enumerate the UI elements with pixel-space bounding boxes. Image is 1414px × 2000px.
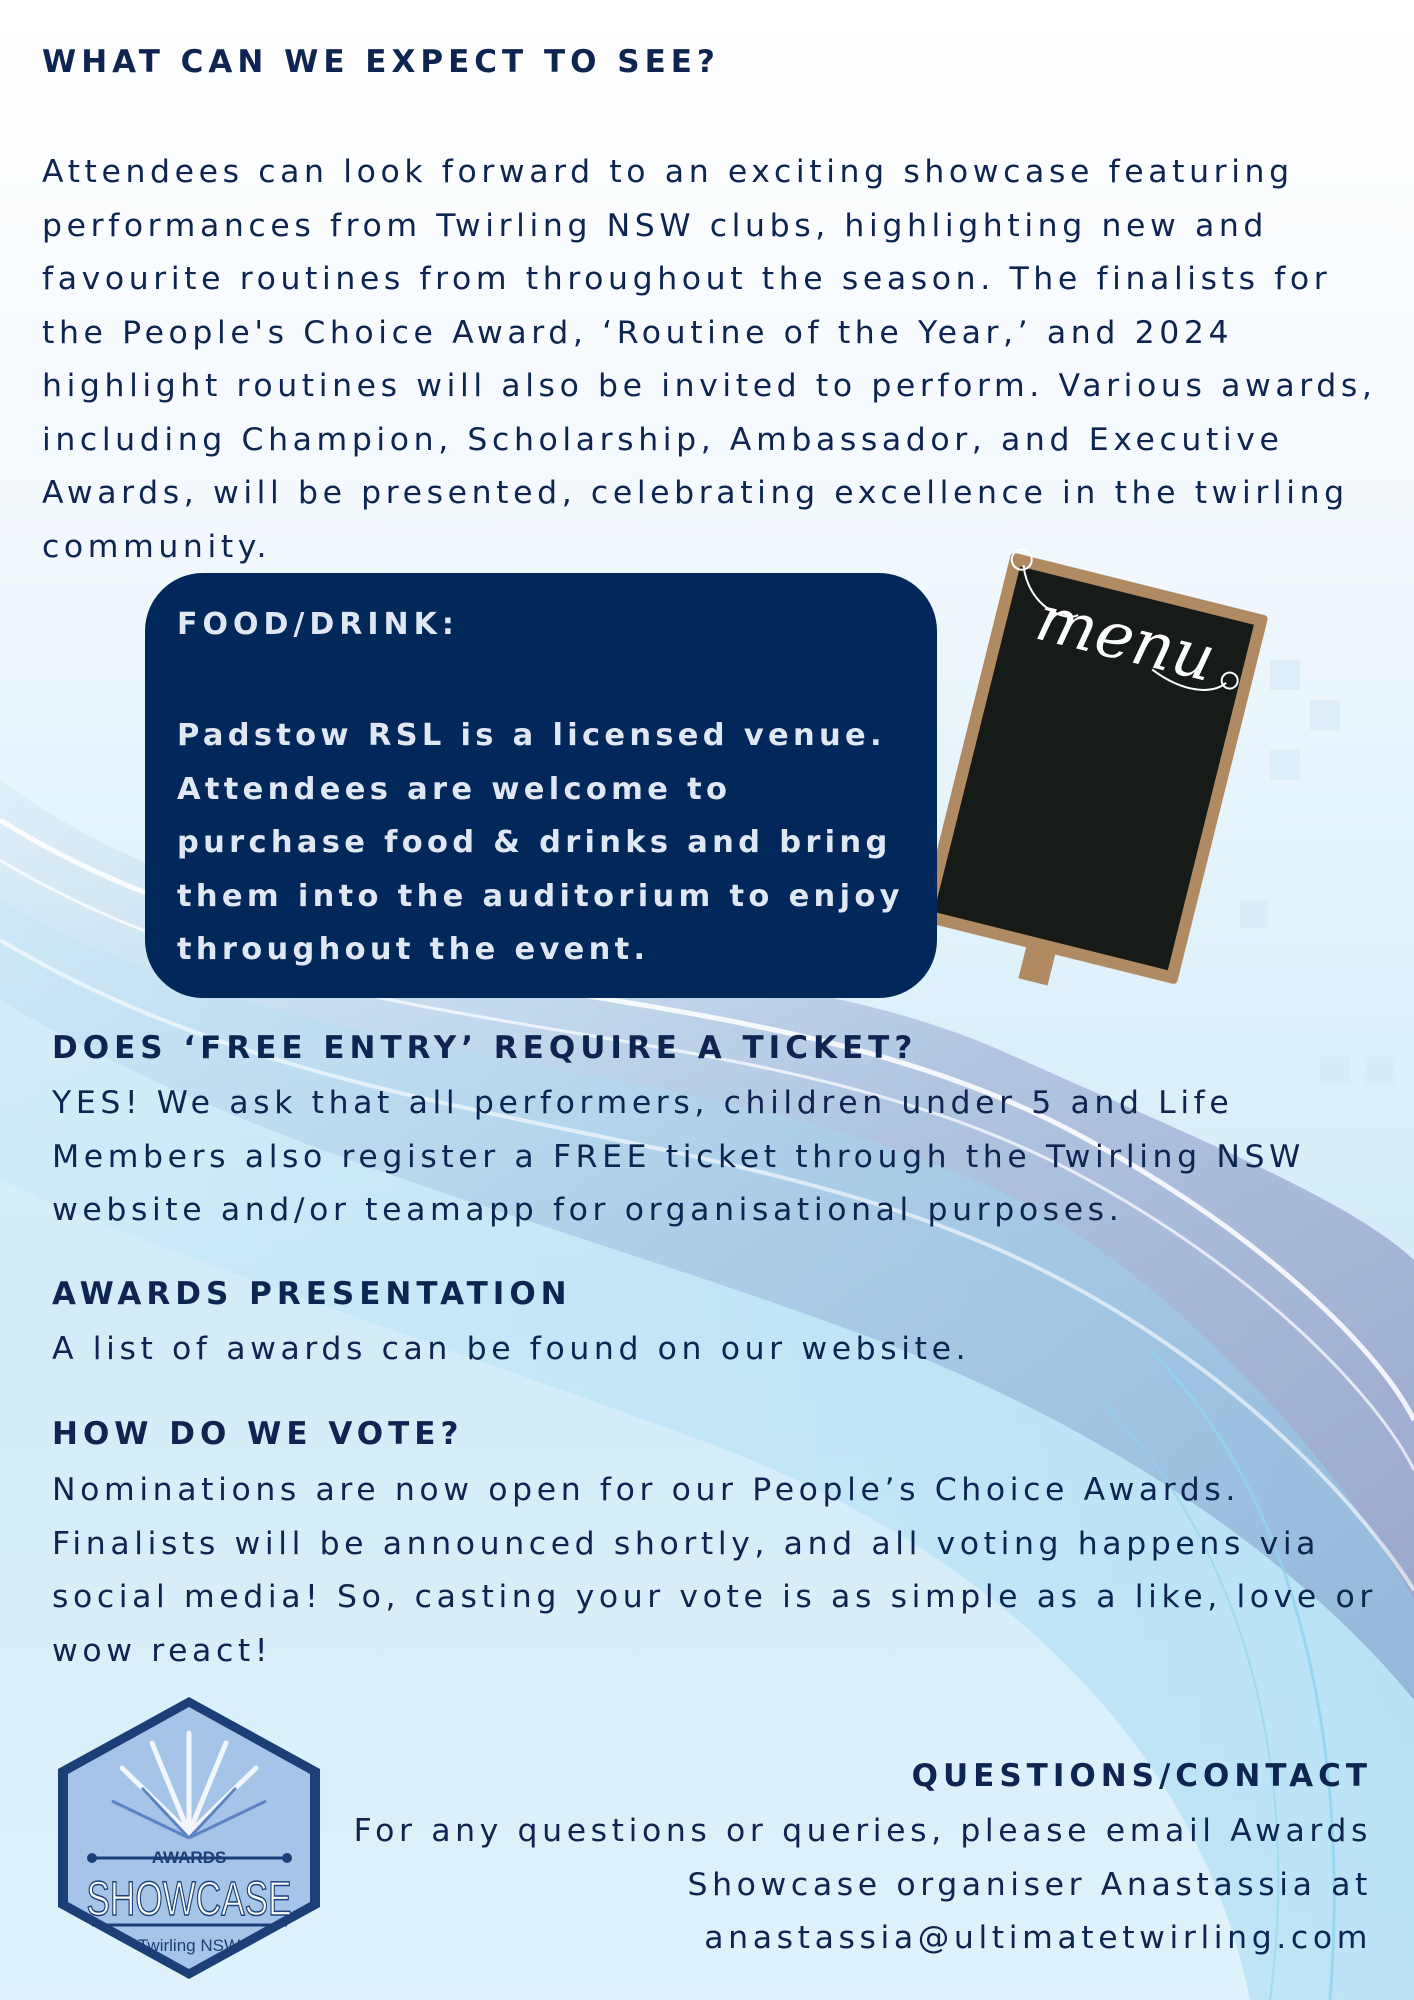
food-drink-text: Padstow RSL is a licensed venue. Attendees are welcome to purchase food & drinks and bring them into the auditorium to enjoy throughout the event. [177, 718, 904, 967]
awards-paragraph: A list of awards can be found on our website. [52, 1331, 971, 1367]
logo-showcase-text: SHOWCASE [86, 1873, 292, 1926]
expect-paragraph: Attendees can look forward to an exciting showcase featuring performances from Twirling NSW clubs, highlighting new and favourite routines from throughout the season. The finalists for the People's Choice Award, ‘Routine of the Year,’ and 2024 highlight routines will also be invited to perform. Various awards, including Champion, Scholarship, Ambassador, and Executive Awards, will be presented, celebrating excellence in the twirling community. [42, 154, 1377, 565]
food-drink-panel [145, 573, 937, 998]
logo-org-text: Twirling NSW [137, 1936, 241, 1955]
expect-heading: WHAT CAN WE EXPECT TO SEE? [42, 44, 720, 80]
contact-line-2: Showcase organiser Anastassia at [687, 1866, 1372, 1903]
awards-showcase-logo [52, 1693, 327, 1983]
awards-heading: AWARDS PRESENTATION [52, 1276, 572, 1312]
food-drink-heading: FOOD/DRINK: [177, 607, 459, 642]
menu-label: menu [1028, 581, 1223, 697]
vote-paragraph: Nominations are now open for our People’s Choice Awards. Finalists will be announced shortly, and all voting happens via social media! So, casting your vote is as simple as a like, love or wow react! [52, 1472, 1377, 1669]
ticket-paragraph: YES! We ask that all performers, children under 5 and Life Members also register a FREE ticket through the Twirling NSW website and/or teamapp for organisational purposes. [52, 1085, 1305, 1228]
contact-email-link[interactable]: anastassia@ultimatetwirling.com [704, 1920, 1372, 1956]
contact-paragraph [352, 1805, 1372, 1966]
menu-board-illustration [920, 540, 1280, 1010]
contact-line-1: For any questions or queries, please email Awards [353, 1813, 1372, 1849]
contact-heading: QUESTIONS/CONTACT [911, 1758, 1372, 1794]
vote-heading: HOW DO WE VOTE? [52, 1416, 464, 1452]
logo-awards-text: AWARDS [151, 1848, 227, 1867]
ticket-heading: DOES ‘FREE ENTRY’ REQUIRE A TICKET? [52, 1030, 918, 1066]
